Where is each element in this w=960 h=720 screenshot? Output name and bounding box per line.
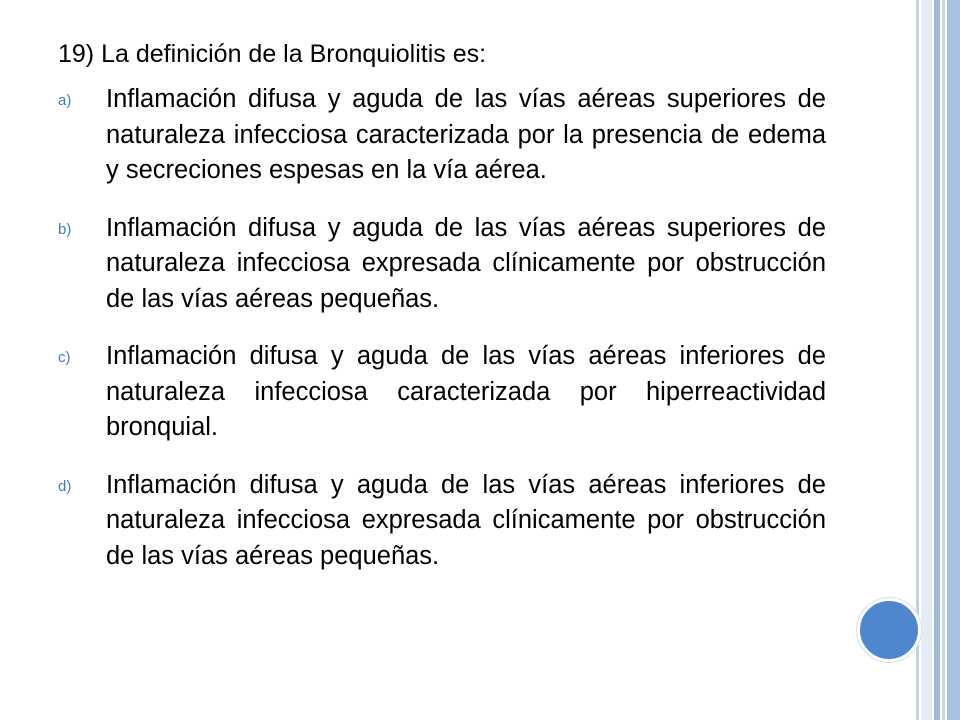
option-marker: a): [58, 92, 72, 109]
stripe: [947, 0, 960, 720]
option-d: [58, 468, 826, 575]
question-number: 19): [58, 40, 95, 68]
accent-circle: [857, 598, 921, 662]
option-marker: c): [58, 349, 71, 366]
option-text: Inflamación difusa y aguda de las vías aéreas superiores de naturaleza infecciosa expresada clínicamente por obstrucción de las vías aéreas pequeñas.: [106, 213, 826, 313]
stripe: [934, 0, 940, 720]
option-marker: d): [58, 477, 72, 495]
option-marker: b): [58, 220, 72, 238]
slide-content: [58, 38, 826, 596]
option-c: [58, 339, 826, 446]
question-text: La definición de la Bronquiolitis es:: [101, 40, 487, 68]
option-a: [58, 82, 826, 189]
option-text: Inflamación difusa y aguda de las vías aéreas inferiores de naturaleza infecciosa expresada clínicamente por obstrucción de las vías aéreas pequeñas.: [106, 470, 826, 570]
stripe: [921, 0, 932, 720]
stripe: [916, 0, 919, 720]
question-title: [58, 38, 826, 70]
decorative-stripes: [916, 0, 960, 720]
stripe: [942, 0, 945, 720]
option-text: Inflamación difusa y aguda de las vías aéreas inferiores de naturaleza infecciosa caracterizada por hiperreactividad bronquial.: [106, 342, 826, 441]
options-list: [58, 82, 826, 574]
option-text: Inflamación difusa y aguda de las vías aéreas superiores de naturaleza infecciosa caracterizada por la presencia de edema y secreciones espesas en la vía aérea.: [106, 85, 826, 184]
option-b: [58, 211, 826, 318]
